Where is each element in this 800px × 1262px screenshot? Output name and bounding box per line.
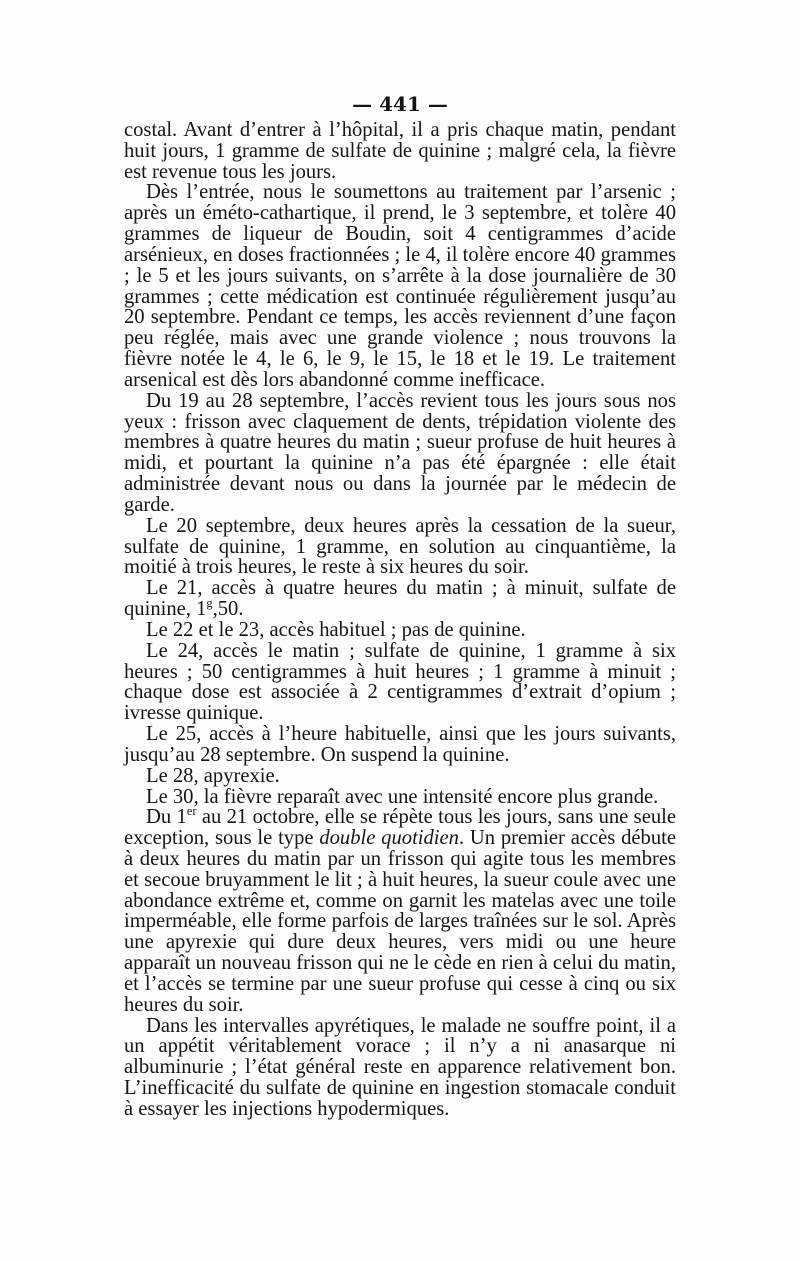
text-segment: Du 19 au 28 septembre, l’accès revient tous les jours sous nos yeux : frisson avec claquement de dents, trépidation violente des membres à quatre heures du matin ; sueur profuse de huit heures à midi, et pourtant la quinine n’a pas été épargnée : elle était administrée devant nous ou dans la journée par le médecin de garde. bbox=[124, 389, 676, 516]
paragraph bbox=[124, 641, 676, 724]
paragraph bbox=[124, 120, 676, 182]
paragraph bbox=[124, 1016, 676, 1120]
paragraph bbox=[124, 787, 676, 808]
paragraph bbox=[124, 182, 676, 390]
text-segment: ,50. bbox=[212, 598, 244, 621]
text-segment: Le 25, accès à l’heure habituelle, ainsi que les jours suivants, jusqu’au 28 septembre. On suspend la quinine. bbox=[124, 723, 676, 766]
paragraph bbox=[124, 578, 676, 620]
text-segment: Du 1 bbox=[146, 806, 187, 829]
italic-text: double quotidien bbox=[319, 827, 459, 850]
superscript: er bbox=[186, 804, 197, 819]
paragraph bbox=[124, 724, 676, 766]
text-segment: Le 21, accès à quatre heures du matin ; à minuit, sulfate de quinine, 1 bbox=[124, 577, 676, 621]
text-segment: costal. Avant d’entrer à l’hôpital, il a pris chaque matin, pendant huit jours, 1 gramme de sulfate de quinine ; malgré cela, la fièvre est revenue tous les jours. bbox=[124, 119, 676, 183]
text-segment: Le 22 et le 23, accès habituel ; pas de quinine. bbox=[146, 618, 526, 641]
body-text bbox=[124, 120, 676, 1120]
paragraph bbox=[124, 516, 676, 578]
paragraph bbox=[124, 804, 676, 1016]
paragraph bbox=[124, 766, 676, 787]
page-number: — 441 — bbox=[352, 92, 448, 116]
text-segment: Le 30, la fièvre reparaît avec une intensité encore plus grande. bbox=[146, 785, 659, 808]
text-segment: Le 28, apyrexie. bbox=[146, 764, 280, 787]
text-segment: Le 20 septembre, deux heures après la cessation de la sueur, sulfate de quinine, 1 gramme, en solution au cinquantième, la moitié à trois heures, le reste à six heures du soir. bbox=[124, 514, 676, 579]
paragraph bbox=[124, 391, 676, 516]
text-segment: au 21 octobre, elle se répète tous les jours, sans une seule exception, sous le type bbox=[124, 806, 676, 850]
text-segment: Dès l’entrée, nous le soumettons au traitement par l’arsenic ; après un éméto-cathartique, il prend, le 3 septembre, et tolère 40 grammes de liqueur de Boudin, soit 4 centigrammes d’acide arsénieux, en doses fractionnées ; le 4, il tolère encore 40 grammes ; le 5 et les jours suivants, on s’arrête à la dose journalière de 30 grammes ; cette médication est continuée régulièrement jusqu’au 20 septembre. Pendant ce temps, les accès reviennent d’une façon peu réglée, mais avec une grande violence ; nous trouvons la fièvre notée le 4, le 6, le 9, le 15, le 18 et le 19. Le traitement arsenical est dès lors abandonné comme inefficace. bbox=[124, 181, 676, 391]
text-segment: Dans les intervalles apyrétiques, le malade ne souffre point, il a un appétit véritablement vorace ; il n’y a ni anasarque ni albuminurie ; l’état général reste en apparence relativement bon. L’inefficacité du sulfate de quinine en ingestion stomacale conduit à essayer les injections hypodermiques. bbox=[124, 1014, 676, 1120]
text-segment: Le 24, accès le matin ; sulfate de quinine, 1 gramme à six heures ; 50 centigrammes à huit heures ; 1 gramme à minuit ; chaque dose est associée à 2 centigrammes d’extrait d’opium ; ivresse quinique. bbox=[124, 639, 676, 725]
superscript: g bbox=[206, 596, 213, 611]
paragraph bbox=[124, 620, 676, 641]
text-segment: . Un premier accès débute à deux heures du matin par un frisson qui agite tous les membres et secoue bruyamment le lit ; à huit heures, la sueur coule avec une abondance extrême et, comme on garnit les matelas avec une toile imperméable, elle forme parfois de larges traînées sur le sol. Après une apyrexie qui dure deux heures, vers midi ou une heure apparaît un nouveau frisson qui ne le cède en rien à celui du matin, et l’accès se termine par une sueur profuse qui cesse à cinq ou six heures du soir. bbox=[124, 827, 676, 1016]
